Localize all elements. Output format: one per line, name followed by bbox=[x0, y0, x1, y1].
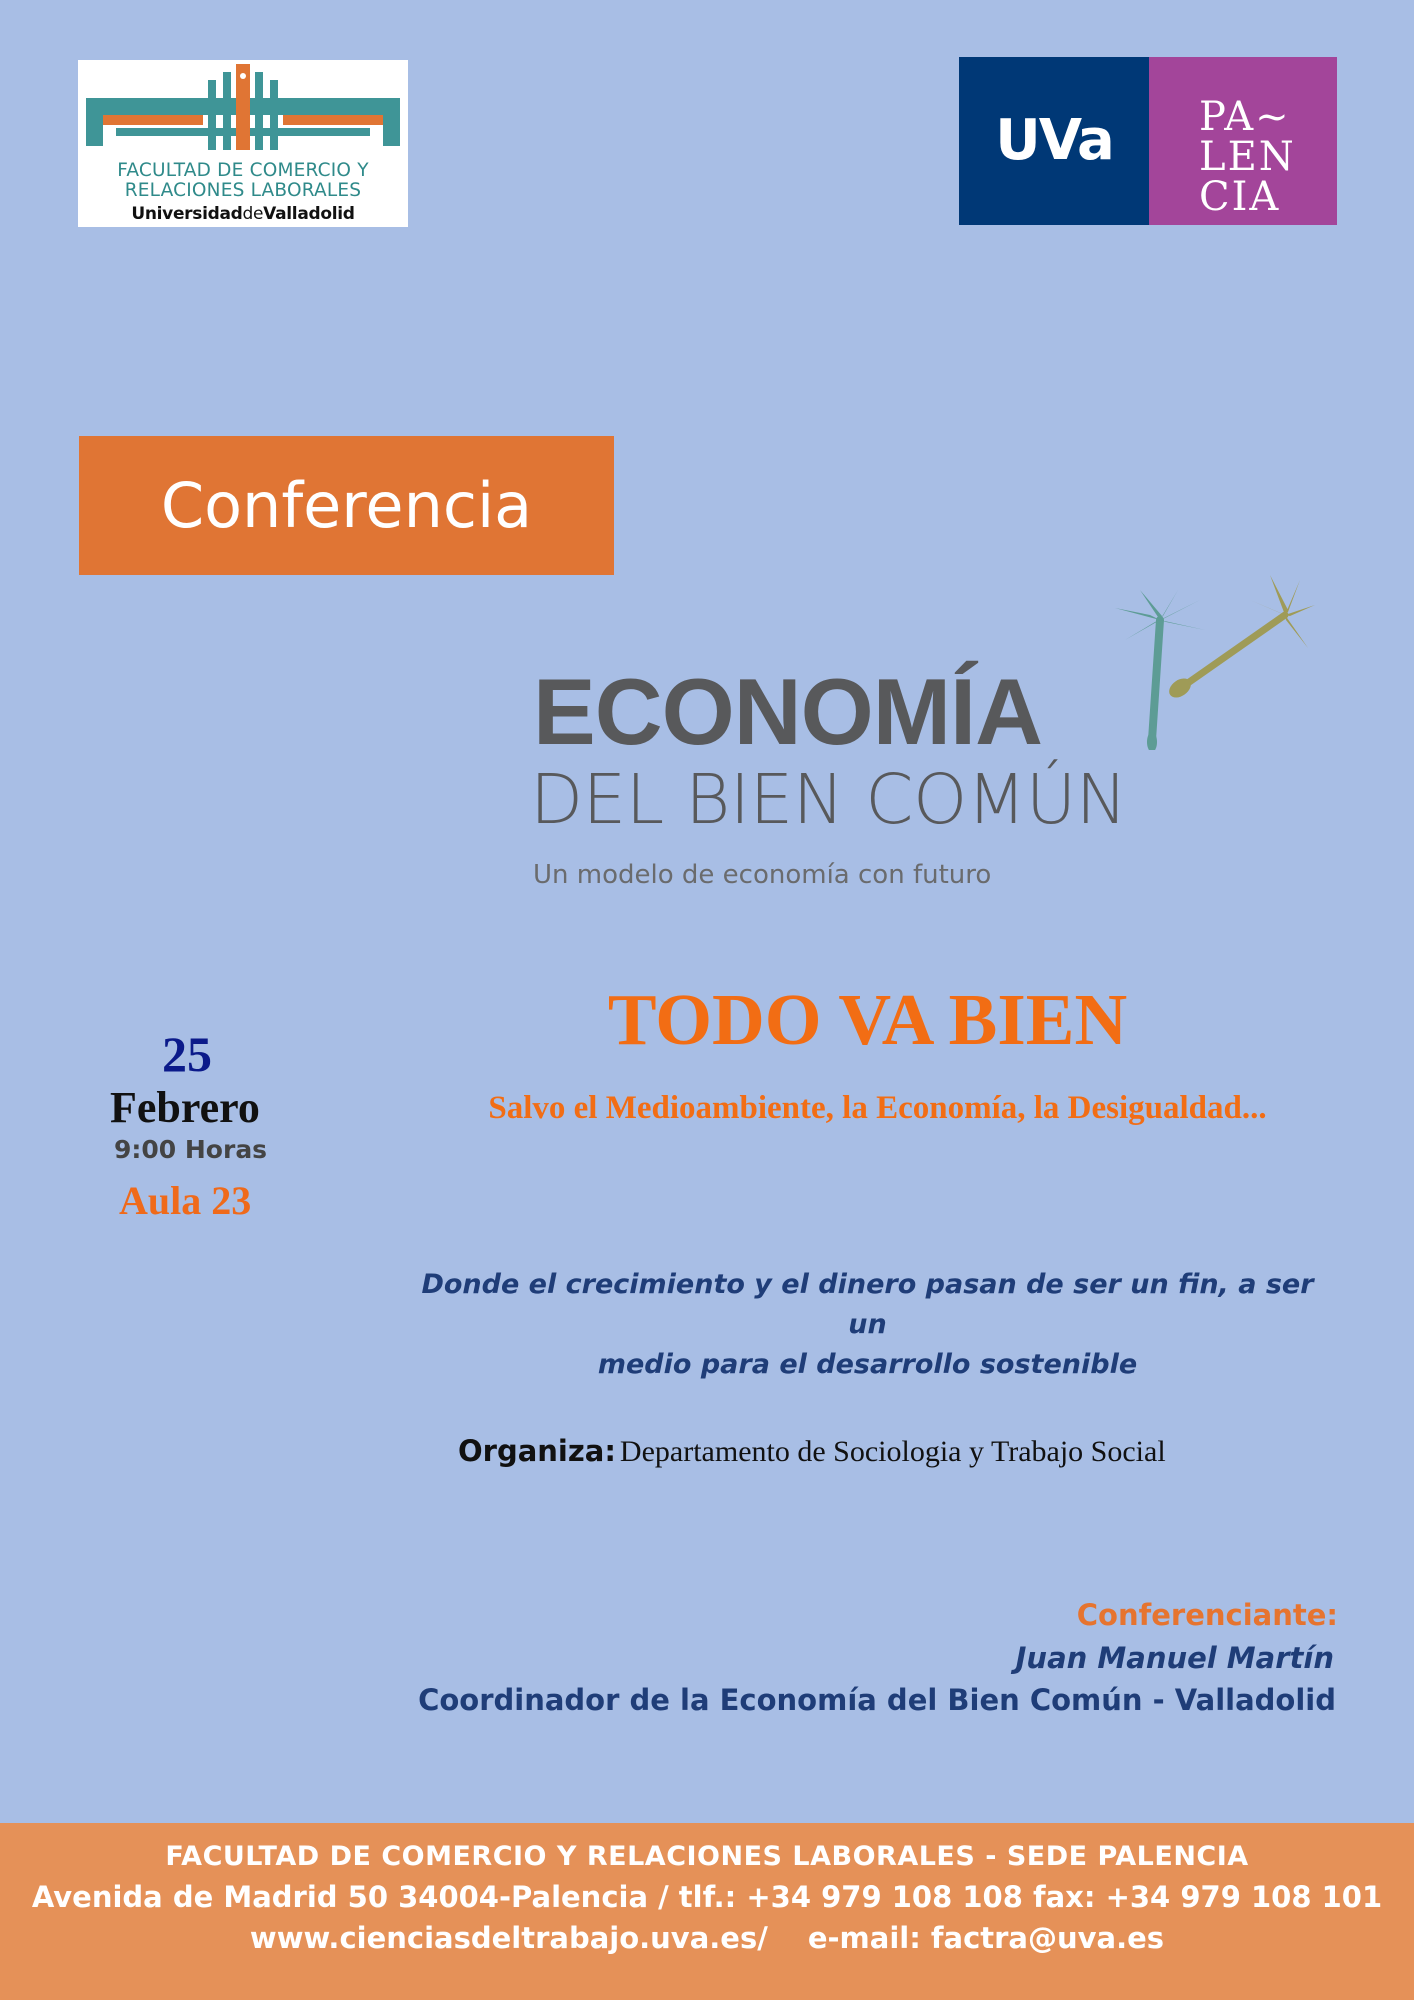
university-name: UniversidaddeValladolid bbox=[131, 204, 355, 224]
organizer-label: Organiza: bbox=[458, 1434, 616, 1468]
footer-contact bbox=[0, 1921, 1414, 1955]
organizer bbox=[458, 1434, 1166, 1469]
event-day: 25 bbox=[162, 1026, 212, 1082]
motto bbox=[420, 1265, 1315, 1385]
event-month: Febrero bbox=[110, 1083, 260, 1132]
event-room: Aula 23 bbox=[119, 1178, 252, 1223]
palencia-logo-text: PA~ LEN CIA bbox=[1149, 57, 1337, 225]
footer-email-link[interactable]: e-mail: factra@uva.es bbox=[807, 1921, 1165, 1955]
faculty-name-line1: FACULTAD DE COMERCIO Y bbox=[117, 160, 369, 181]
footer-website-link[interactable]: www.cienciasdeltrabajo.uva.es/ bbox=[249, 1921, 768, 1955]
faculty-logo bbox=[78, 60, 408, 227]
faculty-building-icon bbox=[78, 60, 408, 160]
speaker-role: Coordinador de la Economía del Bien Común - Valladolid bbox=[418, 1683, 1336, 1717]
conference-banner: Conferencia bbox=[79, 436, 614, 575]
uva-logo-text: UVa bbox=[959, 57, 1149, 225]
headline: TODO VA BIEN bbox=[607, 979, 1128, 1060]
motto-line2: medio para el desarrollo sostenible bbox=[597, 1349, 1138, 1380]
ebc-title: ECONOMÍA bbox=[533, 659, 1042, 764]
organizer-value: Departamento de Sociologia y Trabajo Social bbox=[619, 1435, 1166, 1468]
footer-address: Avenida de Madrid 50 34004-Palencia / tlf.: +34 979 108 108 fax: +34 979 108 101 bbox=[31, 1880, 1383, 1914]
faculty-name-line2: RELACIONES LABORALES bbox=[124, 180, 362, 201]
speaker-label: Conferenciante: bbox=[1076, 1598, 1338, 1632]
palm-and-spoon-icon bbox=[1100, 570, 1330, 750]
subheadline: Salvo el Medioambiente, la Economía, la Desigualdad... bbox=[488, 1090, 1267, 1126]
footer-institution: FACULTAD DE COMERCIO Y RELACIONES LABORALES - SEDE PALENCIA bbox=[165, 1841, 1249, 1872]
ebc-tagline: Un modelo de economía con futuro bbox=[533, 860, 992, 890]
footer bbox=[0, 1823, 1414, 2000]
event-time: 9:00 Horas bbox=[114, 1135, 268, 1164]
ebc-subtitle: DEL BIEN COMÚN bbox=[530, 760, 1127, 840]
speaker-name: Juan Manuel Martín bbox=[1015, 1641, 1334, 1675]
motto-line1: Donde el crecimiento y el dinero pasan de ser un fin, a ser un bbox=[421, 1269, 1314, 1340]
uva-palencia-logo bbox=[959, 57, 1337, 225]
ebc-logo bbox=[530, 570, 1330, 900]
